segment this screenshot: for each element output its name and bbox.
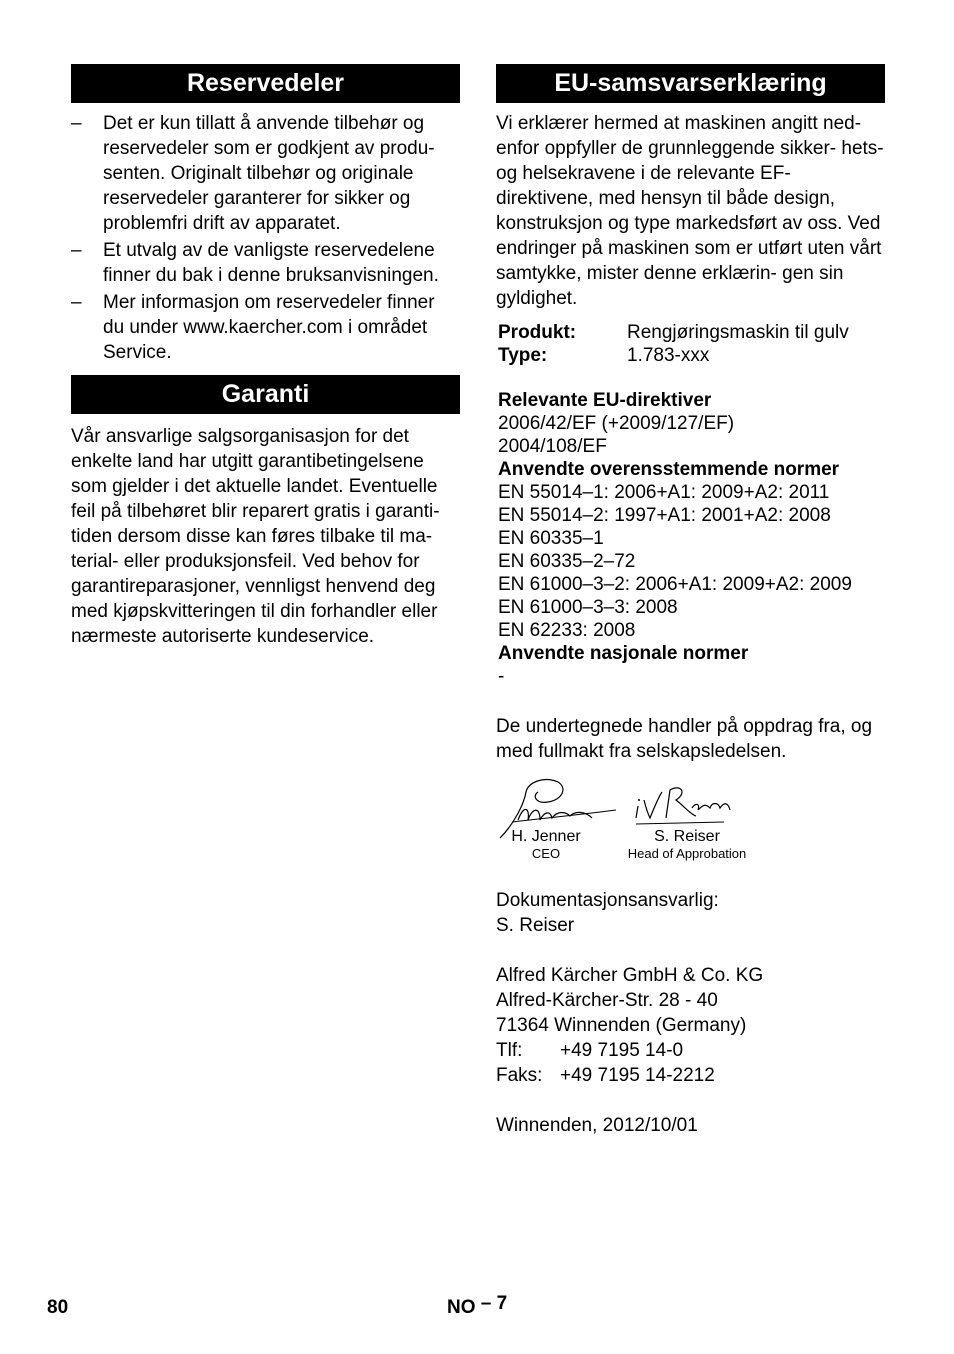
directive-item: 2004/108/EF [498,436,607,457]
list-item-text: Det er kun tillatt å anvende tilbehør og reservedeler som er godkjent av produ- senten. Originalt tilbehør og originale reservedeler garanterer for sikker og problemfri drift av apparatet. [103,113,435,234]
standard-item: EN 55014–1: 2006+A1: 2009+A2: 2011 [498,482,830,503]
left-column [71,64,460,649]
national-norms-heading: Anvendte nasjonale normer [498,643,749,664]
list-item-text: Mer informasjon om reservedeler finner du under www.kaercher.com i området Service. [103,292,435,363]
doc-responsible-name: S. Reiser [496,915,575,936]
signer-role: Head of Approbation [627,846,747,861]
directives-heading: Relevante EU-direktiver [498,390,712,411]
signature-jenner [496,828,596,862]
signer-role: CEO [531,846,561,861]
signature-reiser [622,828,752,862]
doc-responsible [496,888,885,938]
list-item-text: Et utvalg av de vanligste reservedelene finner du bak i denne bruksanvisningen. [103,240,439,286]
type-value: 1.783-xxx [627,345,710,366]
company-street: Alfred-Kärcher-Str. 28 - 40 [496,990,718,1011]
directives-block [496,389,885,688]
national-norms-value: - [498,666,505,687]
signer-name: H. Jenner [511,828,581,845]
section-heading-reservedeler: Reservedeler [71,64,460,103]
product-value: Rengjøringsmaskin til gulv [627,322,849,343]
fax-row [496,1063,885,1088]
phone-label: Tlf: [496,1040,523,1061]
product-info [496,321,885,367]
footer-section-number: – 7 [480,1293,508,1314]
dash-bullet: – [71,240,82,261]
directive-item: 2006/42/EF (+2009/127/EF) [498,413,735,434]
company-city: 71364 Winnenden (Germany) [496,1015,747,1036]
signer-name: S. Reiser [654,828,720,845]
footer-section [447,1293,508,1319]
doc-responsible-label: Dokumentasjonsansvarlig: [496,890,719,911]
place-date: Winnenden, 2012/10/01 [496,1115,698,1136]
list-item [71,238,460,288]
dash-bullet: – [71,113,82,134]
standard-item: EN 62233: 2008 [498,620,636,641]
standard-item: EN 60335–1 [498,528,604,549]
declaration-intro: Vi erklærer hermed at maskinen angitt ned- enfor oppfyller de grunnleggende sikker- hets- og helsekravene i de relevante EF- direktivene, med hensyn til både design, konstruksjon og type markedsført av oss. Ved endringer på maskinen som er utført uten vårt samtykke, mister denne erklærin- gen sin gyldighet. [496,113,884,309]
fax-label: Faks: [496,1065,543,1086]
fax-number: +49 7195 14-2212 [560,1065,715,1086]
list-item [71,111,460,236]
dash-bullet: – [71,292,82,313]
signatures [496,774,885,884]
product-row [496,321,885,344]
section-heading-garanti: Garanti [71,375,460,414]
standards-heading: Anvendte overensstemmende normer [498,459,840,480]
standard-item: EN 55014–2: 1997+A1: 2001+A2: 2008 [498,505,831,526]
product-label: Produkt: [498,322,577,343]
reservedeler-list [71,111,460,365]
standard-item: EN 60335–2–72 [498,551,636,572]
footer-lang: NO [447,1297,476,1318]
standard-item: EN 61000–3–3: 2008 [498,597,678,618]
garanti-paragraph: Vår ansvarlige salgsorganisasjon for det enkelte land har utgitt garantibetingelsene som gjelder i det aktuelle landet. Eventuelle feil på tilbehøret blir reparert gratis i garanti- tiden dersom disse kan føres tilbake til ma- terial- eller produksjonsfeil. Ved behov for garantireparasjoner, vennligst henvend deg med kjøpskvitteringen til din forhandler eller nærmeste autoriserte kundeservice. [71,426,440,647]
type-row [496,344,885,367]
right-column [496,64,885,1138]
company-name: Alfred Kärcher GmbH & Co. KG [496,965,764,986]
phone-number: +49 7195 14-0 [560,1040,684,1061]
company-address [496,963,885,1088]
type-label: Type: [498,345,548,366]
page-number: 80 [47,1297,69,1318]
standard-item: EN 61000–3–2: 2006+A1: 2009+A2: 2009 [498,574,852,595]
list-item [71,290,460,365]
phone-row [496,1038,885,1063]
section-heading-eu-declaration: EU-samsvarserklæring [496,64,885,103]
signing-statement: De undertegnede handler på oppdrag fra, og med fullmakt fra selskapsledelsen. [496,716,873,762]
